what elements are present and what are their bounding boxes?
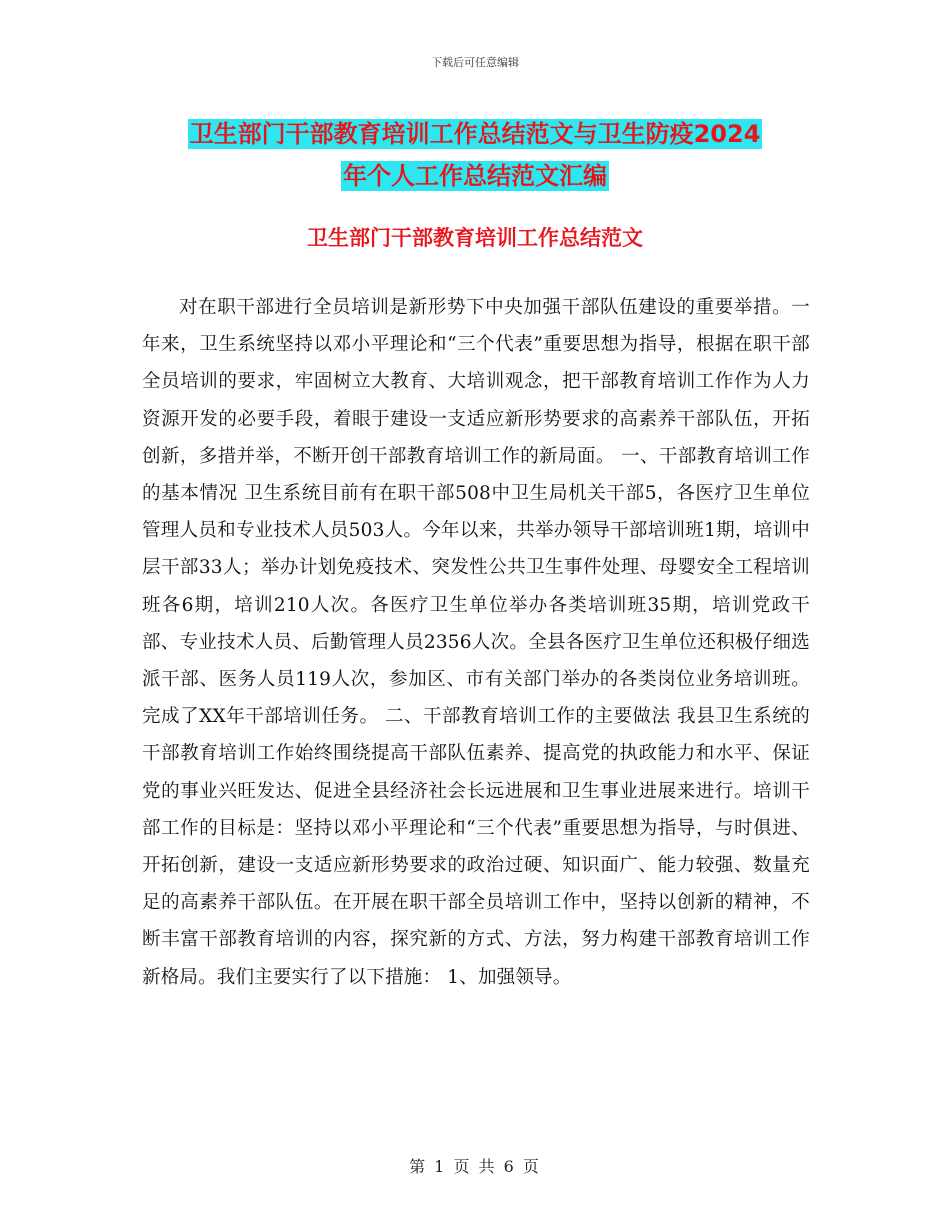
main-title-line-1: 卫生部门干部教育培训工作总结范文与卫生防疫2024 <box>189 120 761 148</box>
document-main-title <box>140 113 810 197</box>
main-title-line-2: 年个人工作总结范文汇编 <box>343 162 607 190</box>
page-header-note: 下载后可任意编辑 <box>431 56 519 69</box>
section-title: 卫生部门干部教育培训工作总结范文 <box>307 226 643 250</box>
page-number-footer: 第 1 页 共 6 页 <box>409 1157 541 1176</box>
body-paragraph: 对在职干部进行全员培训是新形势下中央加强干部队伍建设的重要举措。一年来，卫生系统坚持以邓小平理论和“三个代表”重要思想为指导，根据在职干部全员培训的要求，牢固树立大教育、大培训观念，把干部教育培训工作作为人力资源开发的必要手段，着眼于建设一支适应新形势要求的高素养干部队伍，开拓创新，多措并举，不断开创干部教育培训工作的新局面。 一、干部教育培训工作的基本情况 卫生系统目前有在职干部508中卫生局机关干部5，各医疗卫生单位管理人员和专业技术人员503人。今年以来，共举办领导干部培训班1期，培训中层干部33人；举办计划免疫技术、突发性公共卫生事件处理、母婴安全工程培训班各6期，培训210人次。各医疗卫生单位举办各类培训班35期，培训党政干部、专业技术人员、后勤管理人员2356人次。全县各医疗卫生单位还积极仔细选派干部、医务人员119人次，参加区、市有关部门举办的各类岗位业务培训班。完成了XX年干部培训任务。 二、干部教育培训工作的主要做法 我县卫生系统的干部教育培训工作始终围绕提高干部队伍素养、提高党的执政能力和水平、保证党的事业兴旺发达、促进全县经济社会长远进展和卫生事业进展来进行。培训干部工作的目标是：坚持以邓小平理论和“三个代表”重要思想为指导，与时俱进、开拓创新，建设一支适应新形势要求的政治过硬、知识面广、能力较强、数量充足的高素养干部队伍。在开展在职干部全员培训工作中，坚持以创新的精神，不断丰富干部教育培训的内容，探究新的方式、方法，努力构建干部教育培训工作新格局。我们主要实行了以下措施： 1、加强领导。 <box>142 297 810 988</box>
document-body <box>142 289 810 996</box>
